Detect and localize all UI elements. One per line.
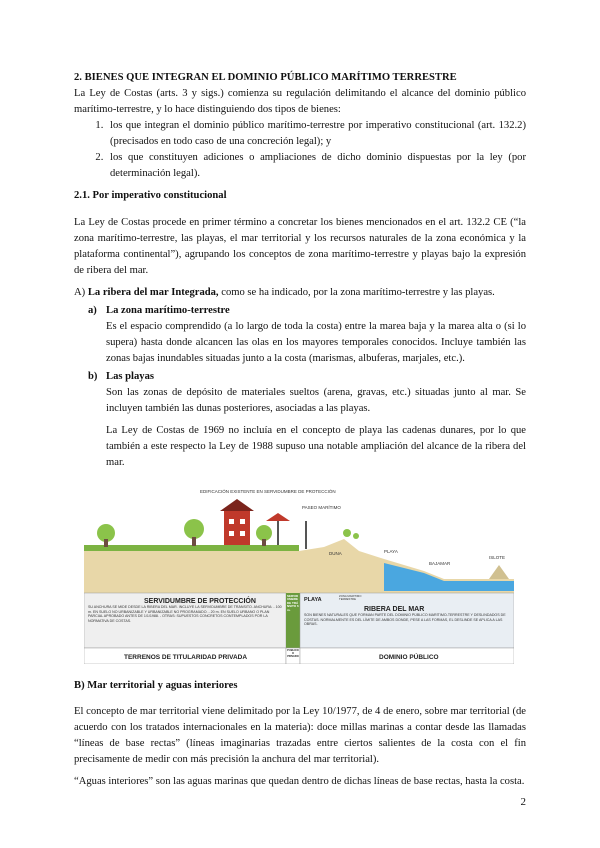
subsection-paragraph: La Ley de Costas procede en primer término a concretar los bienes mencionados en el art. 132.2 CE (“la zona marítimo-terrestre, las playas, el mar territorial y los recursos naturales de la zona económica y la plataforma continental”), agrupando los conceptos de zona marítimo-terrestre y playas bajo la expresión de ribera del mar. [74,216,526,276]
section-a-label: A) [74,286,86,298]
transito-label: SERVIDUMBRE DE TRÁNSITO 6 m. [287,594,299,612]
section-b-paragraph-1: El concepto de mar territorial viene delimitado por la Ley 10/1977, de 4 de enero, sobre mar territorial (de acuerdo con los tratados internacionales en la materia): doce millas marinas a contar desde las llamadas “líneas de base rectas” (líneas imaginarias trazadas entre ciertos salientes de la costa con el fin precisamente de medir con más precisión la anchura del mar territorial). [74,706,526,766]
ribera-title: RIBERA DEL MAR [364,605,425,613]
dominio-label: DOMINIO PÚBLICO [379,653,439,661]
list-item: 2. los que constituyen adiciones o ampliaciones de dicho dominio dispuestas por la ley (por determinación legal). [106,150,526,182]
subsection-title: 2.1. Por imperativo constitucional [74,190,227,201]
page-number: 2 [520,796,526,808]
document-page [74,70,526,790]
playas-title: Las playas [106,370,154,382]
zona-mt-label: ZONA MARÍTIMO TERRESTRE [339,594,362,601]
label-duna: DUNA [329,550,342,556]
label-edificacion: EDIFICACIÓN EXISTENTE EN SERVIDUMBRE DE PROTECCIÓN [200,488,336,494]
section-a-title: La ribera del mar Integrada, [87,286,219,298]
label-paseo: PASEO MARÍTIMO [302,504,341,510]
privada-label: TERRENOS DE TITULARIDAD PRIVADA [124,653,248,661]
ribera-text: SON BIENES NATURALES QUE FORMAN PARTE DEL DOMINIO PÚBLICO MARÍTIMO-TERRESTRE Y DESLINDADOS DE COSTAS. NORMALMENTE ES DEL LÍMITE DE AMBOS DONDE, PESE A LAS FORMAS, EL DESLINDE SE APLICA A LAS OBRAS. [304,612,506,626]
section-b-paragraph-2: “Aguas interiores” son las aguas marinas que quedan dentro de dichas líneas de base rectas, hasta la costa. [74,776,525,788]
intro-paragraph: La Ley de Costas (arts. 3 y sigs.) comienza su regulación delimitando el alcance del dominio público marítimo-terrestre, y lo hace distinguiendo dos tipos de bienes: [74,88,526,115]
label-playa-top: PLAYA [384,548,398,554]
bienes-list [74,118,526,182]
section-b-title: B) Mar territorial y aguas interiores [74,679,238,691]
label-bajamar: BAJAMAR [429,560,451,566]
coast-diagram [84,481,514,664]
servidumbre-text: SU ANCHURA SE MIDE DESDE LA RIBERA DEL MAR. INCLUYE LA SERVIDUMBRE DE TRÁNSITO. ANCHURA: - 100 m. EN SUELO NO URBANIZABLE Y URBANIZABLE NO PROGRAMADO. - 20 m. EN SUELO URBANO O PLAN PARCIAL APROBADO ANTES DE 1/1/1988. - OTRAS: SUPUESTOS CONCRETOS CONTEMPLADOS POR LA NORMATIVA DE COSTAS. [88,604,282,623]
label-islote: ISLOTE [489,554,506,560]
playa-label: PLAYA [304,596,322,603]
list-item: 1. los que integran el dominio público marítimo-terrestre por imperativo constitucional (art. 132.2) (precisados en todo caso de una concreción legal); y [106,118,526,150]
section-heading: 2. BIENES QUE INTEGRAN EL DOMINIO PÚBLICO MARÍTIMO TERRESTRE [74,72,457,83]
playas-text-1: Son las zonas de depósito de materiales sueltos (arena, gravas, etc.) situadas junto al mar. Se incluyen también las dunas posteriores, asociadas a las playas. [106,386,526,414]
section-a-rest: como se ha indicado, por la zona marítimo-terrestre y las playas. [218,286,495,298]
zona-label: a) [88,304,97,316]
zona-text: Es el espacio comprendido (a lo largo de toda la costa) entre la marea baja y la marea alta o (si lo supera) hasta donde alcancen las olas en los mayores temporales conocidos. Incluye también las zonas bajas inundables situadas junto a la costa (marismas, albuferas, marjales, etc.). [106,320,526,364]
zona-item [74,303,526,367]
publico-privado-label: PÚBLICO O PRIVADO [287,648,299,658]
playas-item [74,369,526,471]
zona-title: La zona marítimo-terrestre [106,304,230,316]
playas-text-2: La Ley de Costas de 1969 no incluía en el concepto de playa las cadenas dunares, por lo que también a este respecto la Ley de 1988 supuso una notable ampliación del alcance de la ribera del mar. [106,424,526,468]
servidumbre-title: SERVIDUMBRE DE PROTECCIÓN [144,597,256,605]
playas-label: b) [88,370,98,382]
section-a-line [74,285,526,301]
